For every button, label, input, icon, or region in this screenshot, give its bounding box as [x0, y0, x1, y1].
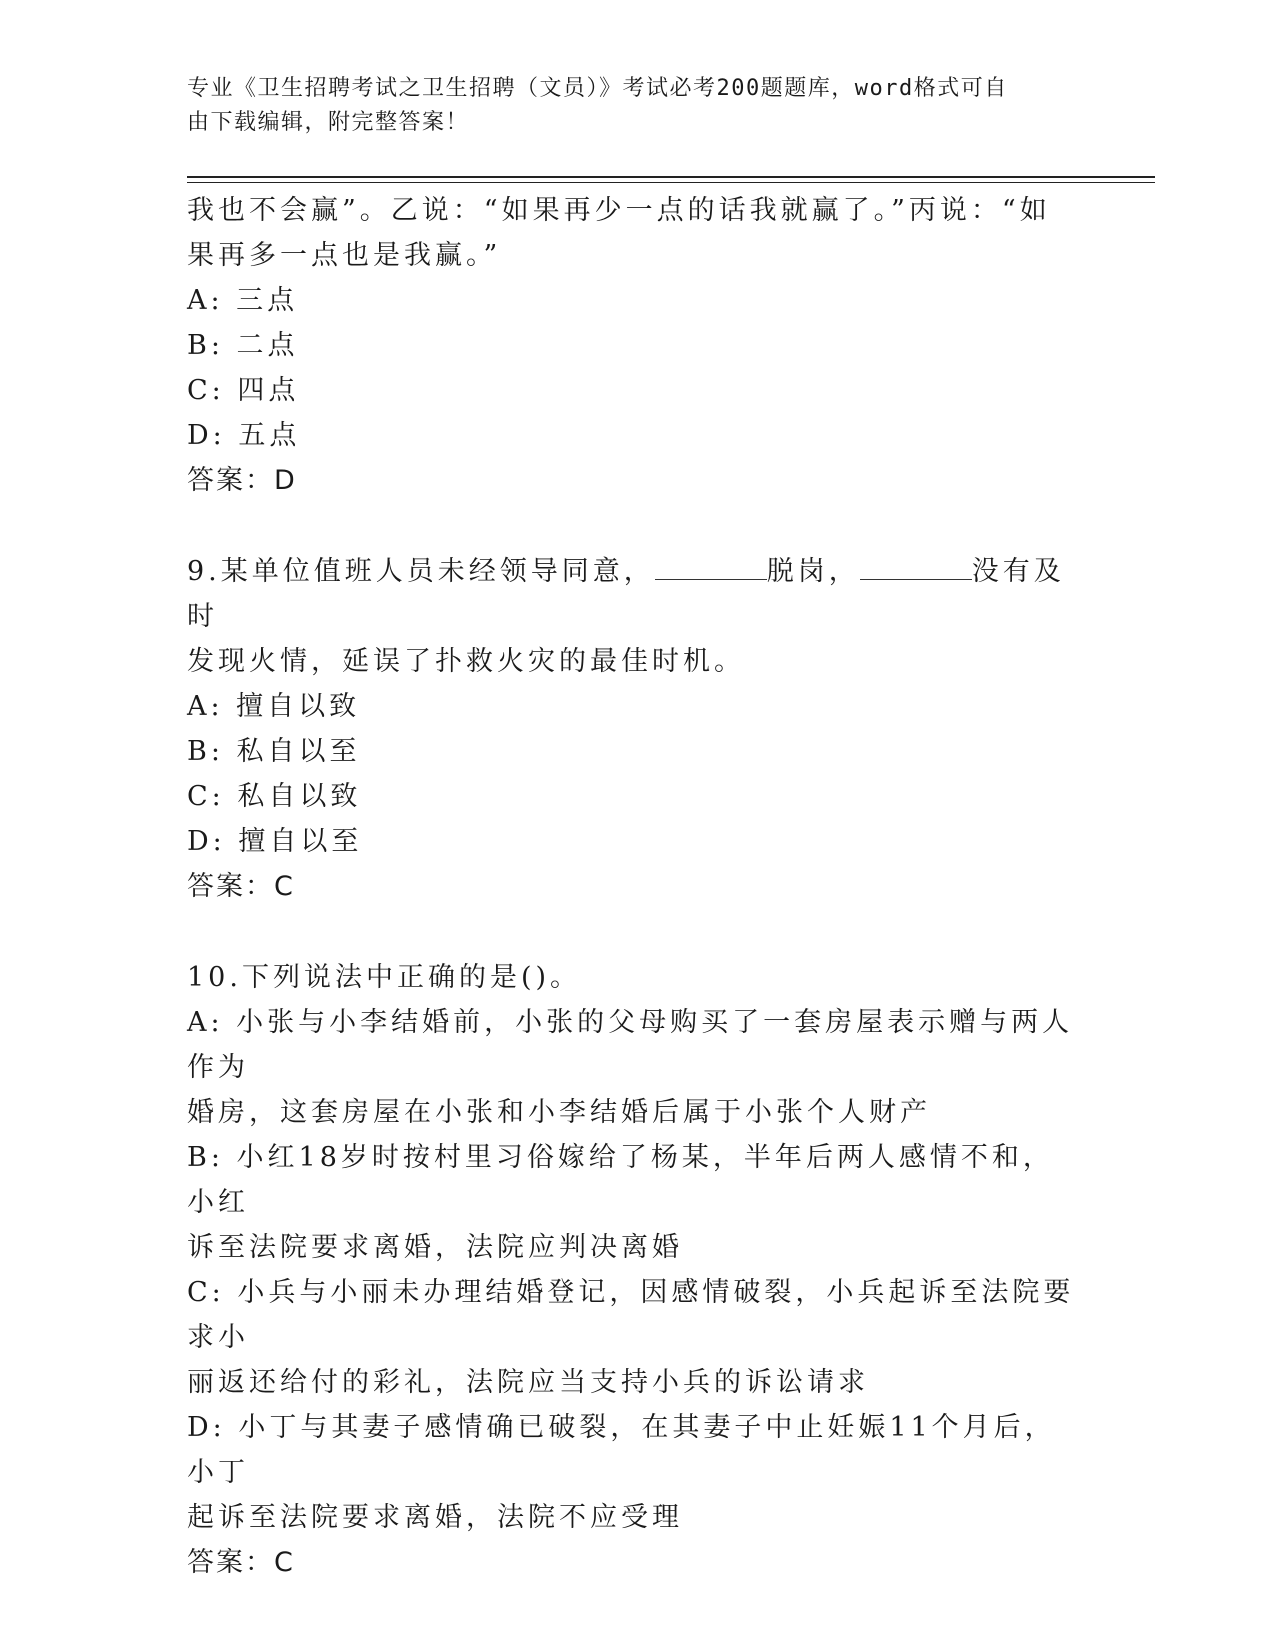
header-divider-bottom [187, 182, 1155, 183]
header-divider-top [187, 176, 1155, 178]
document-body [187, 188, 1077, 1585]
question-text-part: 脱岗， [766, 556, 860, 587]
fill-blank [655, 557, 767, 580]
question-text-line: 果再多一点也是我赢。” [187, 240, 502, 271]
question-text-line: 发现火情，延误了扑救火灾的最佳时机。 [187, 646, 745, 677]
option-b-line-1: B: 小红18岁时按村里习俗嫁给了杨某，半年后两人感情不和，小红 [187, 1142, 1054, 1218]
answer: 答案：D [187, 465, 297, 496]
option-a-line-1: A: 小张与小李结婚前，小张的父母购买了一套房屋表示赠与两人作为 [187, 1007, 1074, 1083]
question-8 [187, 188, 1077, 503]
option-d-line-1: D: 小丁与其妻子感情确已破裂，在其妻子中止妊娠11个月后，小丁 [187, 1412, 1056, 1488]
option-a: A: 擅自以致 [187, 691, 361, 722]
fill-blank [860, 557, 972, 580]
option-b-line-2: 诉至法院要求离婚，法院应判决离婚 [187, 1232, 683, 1263]
option-b: B: 二点 [187, 330, 299, 361]
option-a: A: 三点 [187, 285, 299, 316]
question-10 [187, 955, 1077, 1585]
question-text-line: 我也不会赢”。乙说：“如果再少一点的话我就赢了。”丙说：“如 [187, 195, 1051, 226]
header-line-2: 由下载编辑，附完整答案！ [187, 110, 470, 135]
document-header [187, 72, 1067, 140]
answer: 答案：C [187, 871, 295, 902]
option-c: C: 四点 [187, 375, 300, 406]
question-title: 10.下列说法中正确的是()。 [187, 962, 582, 993]
option-d-line-2: 起诉至法院要求离婚，法院不应受理 [187, 1502, 683, 1533]
option-d: D: 擅自以至 [187, 826, 363, 857]
option-c: C: 私自以致 [187, 781, 362, 812]
option-a-line-2: 婚房，这套房屋在小张和小李结婚后属于小张个人财产 [187, 1097, 931, 1128]
question-text-part: 没有及时 [187, 556, 1065, 632]
option-c-line-1: C: 小兵与小丽未办理结婚登记，因感情破裂，小兵起诉至法院要求小 [187, 1277, 1075, 1353]
question-text-line [187, 549, 1077, 639]
question-text-part: 9.某单位值班人员未经领导同意， [187, 556, 655, 587]
option-d: D: 五点 [187, 420, 301, 451]
answer: 答案：C [187, 1547, 295, 1578]
question-9 [187, 549, 1077, 909]
option-c-line-2: 丽返还给付的彩礼，法院应当支持小兵的诉讼请求 [187, 1367, 869, 1398]
option-b: B: 私自以至 [187, 736, 361, 767]
header-line-1: 专业《卫生招聘考试之卫生招聘（文员）》考试必考200题题库，word格式可自 [187, 76, 1008, 101]
